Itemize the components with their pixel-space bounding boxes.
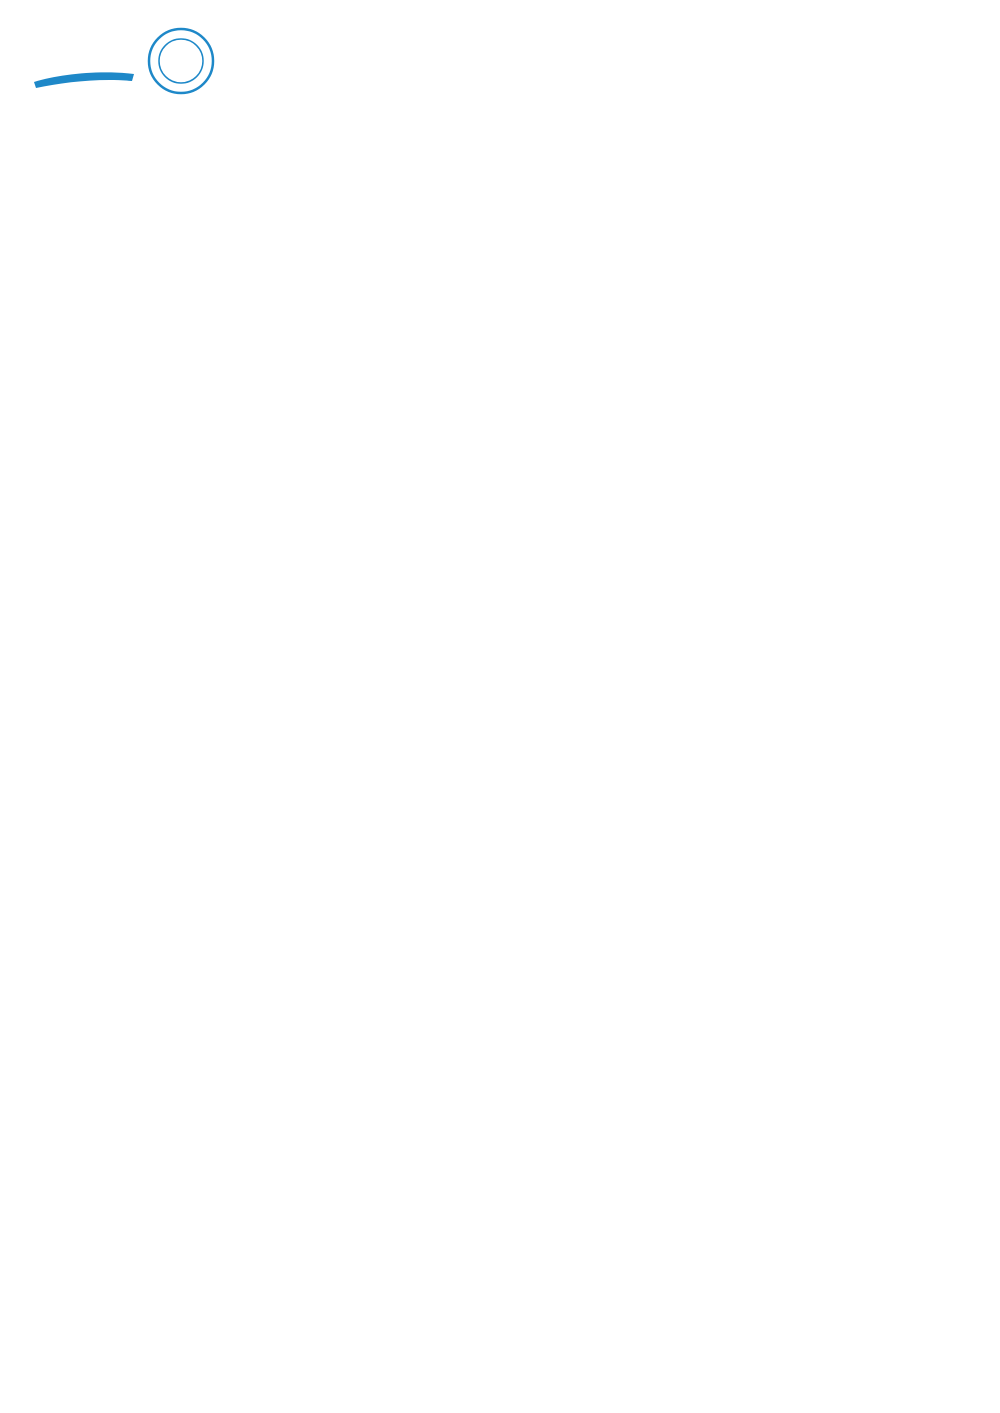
anniversary-seal <box>146 26 216 96</box>
ace-logo <box>30 24 136 94</box>
ace-swoosh <box>34 72 134 88</box>
